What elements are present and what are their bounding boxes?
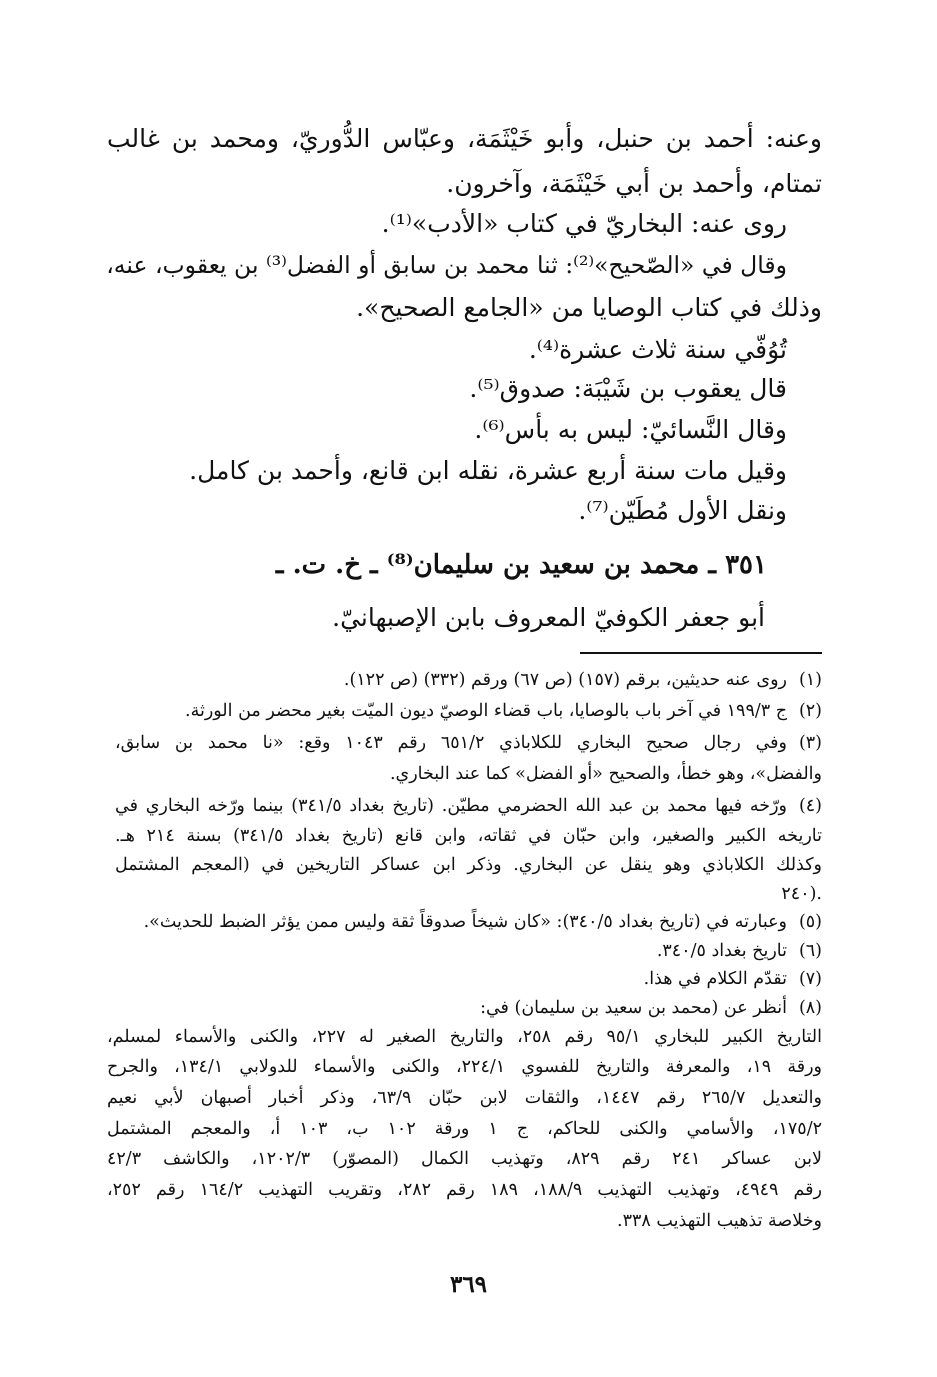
main-text-line: وقال النَّسائيّ: ليس به بأس⁽⁶⁾. <box>474 415 787 444</box>
footnote-line: روى عنه حديثين، برقم (١٥٧) (ص ٦٧) ورقم (٣٣٢) (ص ١٢٢). <box>343 670 787 690</box>
footnote-separator <box>580 652 822 654</box>
entry-subtitle: أبو جعفر الكوفيّ المعروف بابن الإصبهانيّ. <box>332 603 765 632</box>
footnote-number: (٦) <box>798 941 822 961</box>
footnote-line: تقدّم الكلام في هذا. <box>643 969 787 989</box>
footnote-line: ج ١٩٩/٣ في آخر باب بالوصايا، باب قضاء الوصيّ ديون الميّت بغير محضر من الورثة. <box>185 701 787 721</box>
footnote-line: تاريخه الكبير والصغير، وابن حبّان في ثقاته، وابن قانع (تاريخ بغداد ٣٤١/٥) بسنة ٢١٤ هـ. <box>115 826 822 846</box>
footnote-line: التاريخ الكبير للبخاري ٩٥/١ رقم ٢٥٨، والتاريخ الصغير له ٢٢٧، والكنى والأسماء لمسلم، <box>107 1027 823 1047</box>
footnote-number: (٢) <box>798 701 822 721</box>
footnote-line: تاريخ بغداد ٣٤٠/٥. <box>656 941 787 961</box>
main-text-line: تمتام، وأحمد بن أبي خَيْثَمَة، وآخرون. <box>446 169 822 198</box>
footnote-number: (٧) <box>798 969 822 989</box>
footnote-line: رقم ٤٩٤٩، وتهذيب التهذيب ١٨٨/٩، ١٨٩ رقم ٢٨٢، وتقريب التهذيب ١٦٤/٢ رقم ٢٥٢، <box>107 1180 822 1200</box>
entry-heading: ٣٥١ ـ محمد بن سعيد بن سليمان⁽⁸⁾ ـ خ. ت. ـ <box>275 550 767 580</box>
footnote-number: (٨) <box>798 998 822 1018</box>
footnote-line: وكذلك الكلاباذي وهو ينقل عن البخاري. وذكر ابن عساكر التاريخين في (المعجم المشتمل <box>115 855 822 875</box>
footnote-number: (٣) <box>798 733 822 753</box>
footnote-line: أنظر عن (محمد بن سعيد بن سليمان) في: <box>480 998 787 1018</box>
footnote-number: (١) <box>798 670 822 690</box>
footnote-line: لابن عساكر ٢٤١ رقم ٨٢٩، وتهذيب الكمال (المصوّر) ١٢٠٢/٣، والكاشف ٤٢/٣ <box>107 1149 822 1169</box>
footnote-line: وخلاصة تذهيب التهذيب ٣٣٨. <box>617 1211 822 1231</box>
footnote-line: والفضل»، وهو خطأ، والصحيح «أو الفضل» كما عند البخاري. <box>389 764 822 784</box>
footnote-line: وفي رجال صحيح البخاري للكلاباذي ٦٥١/٢ رقم ١٠٤٣ وقع: «نا محمد بن سابق، <box>115 733 787 753</box>
page-number: ٣٦٩ <box>449 1271 488 1298</box>
main-text-line: وذلك في كتاب الوصايا من «الجامع الصحيح». <box>356 293 822 322</box>
footnote-line: ٢٤٠). <box>781 884 822 904</box>
main-text-line: وعنه: أحمد بن حنبل، وأبو خَيْثَمَة، وعبّاس الدُّوريّ، ومحمد بن غالب <box>107 124 822 153</box>
footnote-number: (٤) <box>798 796 822 816</box>
main-text-line: قال يعقوب بن شَيْبَة: صدوق⁽⁵⁾. <box>469 374 787 403</box>
footnote-line: ورّخه فيها محمد بن عبد الله الحضرمي مطيّن. (تاريخ بغداد ٣٤١/٥) بينما ورّخه البخاري في <box>115 796 788 816</box>
footnote-number: (٥) <box>798 912 822 932</box>
main-text-line: وقال في «الصّحيح»⁽²⁾: ثنا محمد بن سابق أو الفضل⁽³⁾ بن يعقوب، عنه، <box>106 251 787 279</box>
footnote-line: ١٧٥/٢، والأسامي والكنى للحاكم، ج ١ ورقة ١٠٢ ب، ١٠٣ أ، والمعجم المشتمل <box>107 1119 822 1139</box>
footnote-line: وعبارته في (تاريخ بغداد ٣٤٠/٥): «كان شيخاً صدوقاً ثقة وليس ممن يؤثر الضبط للحديث». <box>143 912 787 932</box>
footnote-line: ورقة ١٩، والمعرفة والتاريخ للفسوي ٢٢٤/١، والكنى والأسماء للدولابي ١٣٤/١، والجرح <box>107 1057 822 1077</box>
main-text-line: ونقل الأول مُطَيّن⁽⁷⁾. <box>578 496 787 525</box>
footnote-line: والتعديل ٢٦٥/٧ رقم ١٤٤٧، والثقات لابن حبّان ٦٣/٩، وذكر أخبار أصبهان لأبي نعيم <box>107 1088 822 1108</box>
main-text-line: روى عنه: البخاريّ في كتاب «الأدب»⁽¹⁾. <box>381 209 787 238</box>
main-text-line: تُوُفّي سنة ثلاث عشرة⁽⁴⁾. <box>528 335 787 364</box>
main-text-line: وقيل مات سنة أربع عشرة، نقله ابن قانع، وأحمد بن كامل. <box>189 456 787 485</box>
